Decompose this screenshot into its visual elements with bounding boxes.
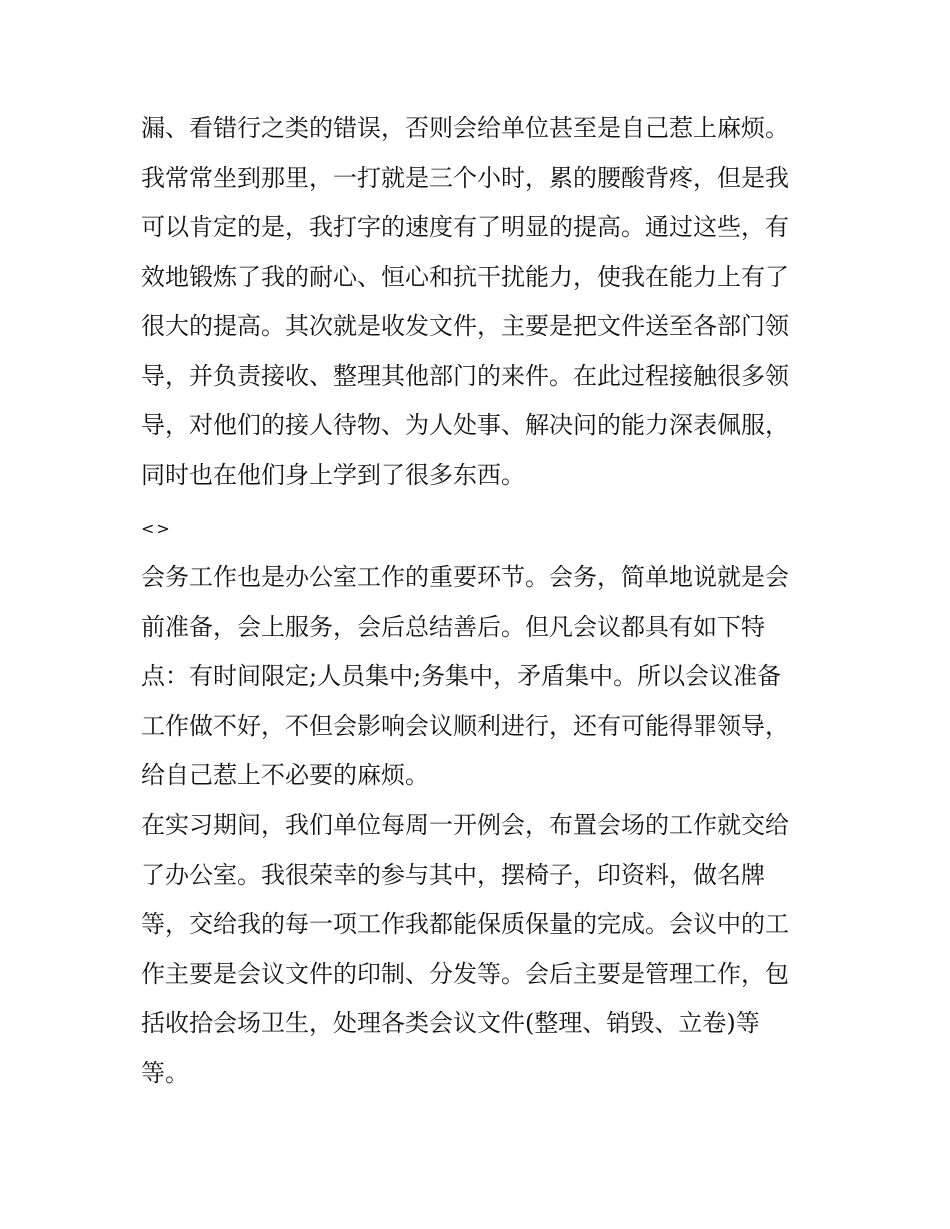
paragraph-3-line: 等，交给我的每一项工作我都能保质保量的完成。会议中的工 <box>141 910 789 938</box>
paragraph-2-line: 点：有时间限定;人员集中;务集中，矛盾集中。所以会议准备 <box>141 662 782 690</box>
paragraph-2-line: 给自己惹上不必要的麻烦。 <box>141 761 429 789</box>
paragraph-3 <box>141 801 821 1098</box>
paragraph-2-line: 工作做不好，不但会影响会议顺利进行，还有可能得罪领导， <box>141 711 789 740</box>
paragraph-1 <box>141 104 821 500</box>
paragraph-3-line: 括收拾会场卫生，处理各类会议文件(整理、销毁、立卷)等 <box>141 1009 760 1037</box>
paragraph-1-line: 可以肯定的是，我打字的速度有了明显的提高。通过这些，有 <box>141 213 789 241</box>
section-marker: <> <box>141 519 172 538</box>
paragraph-2 <box>141 553 821 801</box>
paragraph-3-line: 了办公室。我很荣幸的参与其中，摆椅子，印资料，做名牌 <box>141 860 765 889</box>
paragraph-1-line: 很大的提高。其次就是收发文件，主要是把文件送至各部门领 <box>141 312 789 340</box>
paragraph-3-line: 作主要是会议文件的印制、分发等。会后主要是管理工作，包 <box>141 959 789 988</box>
paragraph-1-line: 同时也在他们身上学到了很多东西。 <box>141 460 525 489</box>
paragraph-1-line: 导，并负责接收、整理其他部门的来件。在此过程接触很多领 <box>141 361 789 390</box>
paragraph-1-line: 导，对他们的接人待物、为人处事、解决问的能力深表佩服， <box>141 411 789 439</box>
paragraph-2-line: 前准备，会上服务，会后总结善后。但凡会议都具有如下特 <box>141 612 765 641</box>
paragraph-1-line: 漏、看错行之类的错误，否则会给单位甚至是自己惹上麻烦。 <box>141 114 789 142</box>
paragraph-3-line: 等。 <box>141 1058 189 1087</box>
paragraph-1-line: 效地锻炼了我的耐心、恒心和抗干扰能力，使我在能力上有了 <box>141 262 789 291</box>
paragraph-2-line: 会务工作也是办公室工作的重要环节。会务，简单地说就是会 <box>141 563 789 591</box>
paragraph-1-line: 我常常坐到那里，一打就是三个小时，累的腰酸背疼，但是我 <box>141 163 789 192</box>
section-marker-block <box>141 516 821 542</box>
paragraph-3-line: 在实习期间，我们单位每周一开例会，布置会场的工作就交给 <box>141 811 789 839</box>
